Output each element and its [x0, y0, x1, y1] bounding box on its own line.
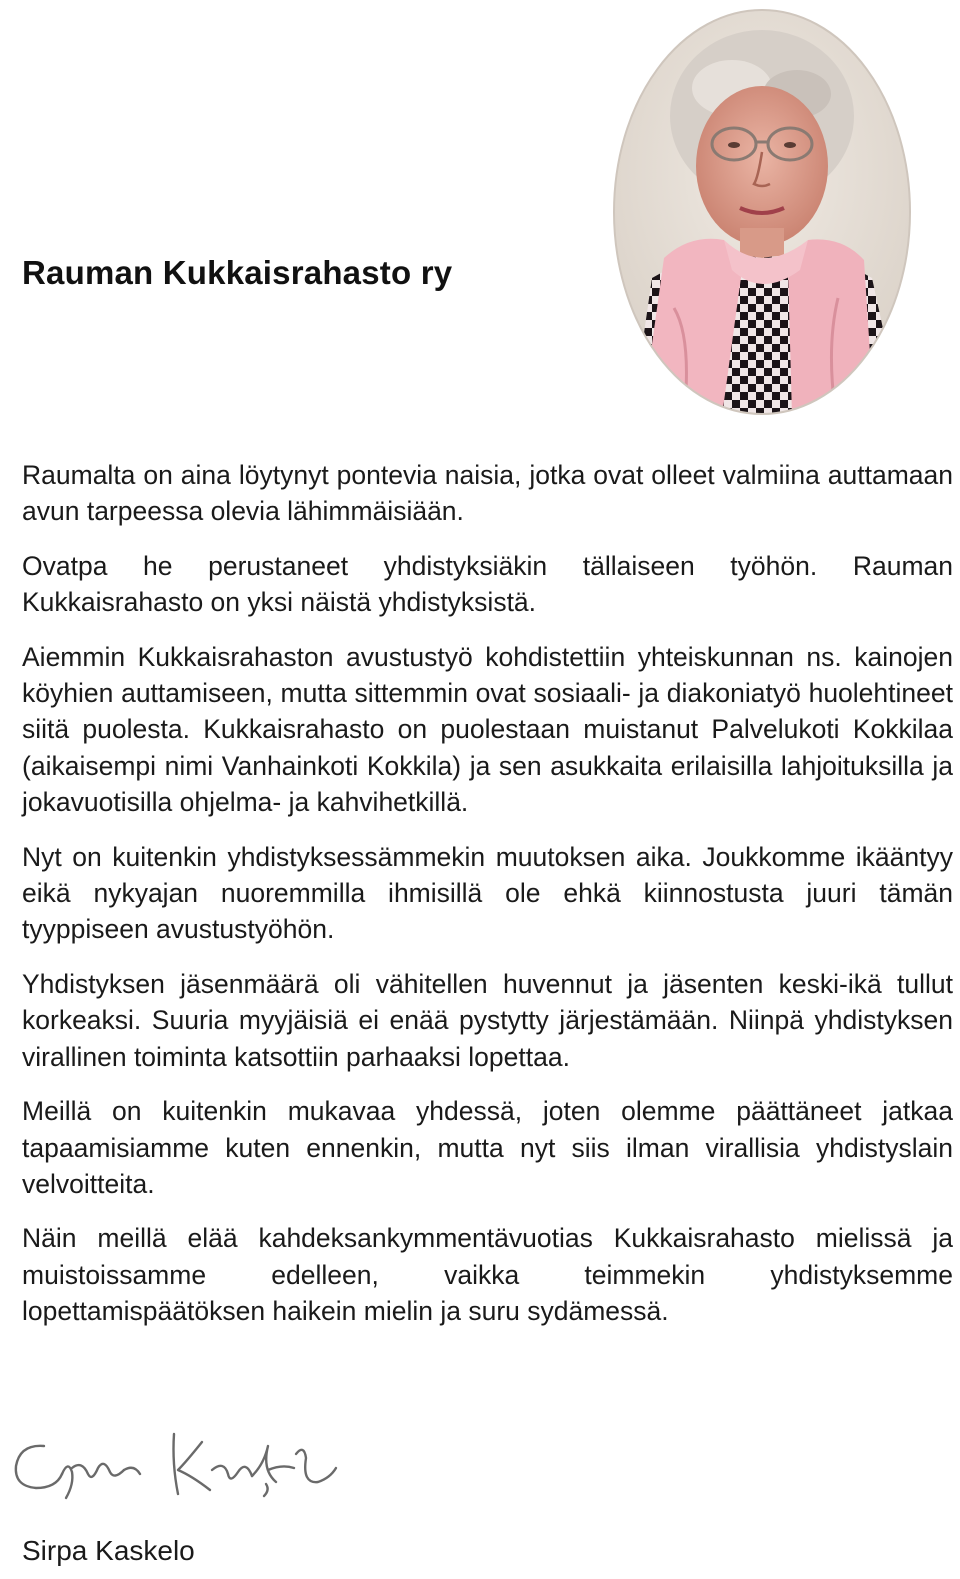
handwritten-signature — [6, 1424, 356, 1524]
paragraph: Nyt on kuitenkin yhdistyksessämmekin muutoksen aika. Joukkomme ikääntyy eikä nykyajan nuoremmilla ihmisillä ole ehkä kiinnostusta juuri tämän tyyppiseen avustustyöhön. — [22, 841, 953, 945]
page-title: Rauman Kukkaisrahasto ry — [22, 254, 453, 291]
signer-name: Sirpa Kaskelo — [22, 1535, 195, 1566]
paragraph: Ovatpa he perustaneet yhdistyksiäkin tällaiseen työhön. Rauman Kukkaisrahasto on yksi näistä yhdistyksistä. — [22, 550, 953, 618]
paragraph: Yhdistyksen jäsenmäärä oli vähitellen huvennut ja jäsenten keski-ikä tullut korkeaksi. Suuria myyjäisiä ei enää pystytty järjestämään. Niinpä yhdistyksen virallinen toiminta katsottiin parhaaksi lopettaa. — [22, 968, 953, 1072]
article-body — [22, 457, 953, 1348]
paragraph: Aiemmin Kukkaisrahaston avustustyö kohdistettiin yhteiskunnan ns. kainojen köyhien auttamiseen, mutta sittemmin ovat sosiaali- ja diakoniatyö huolehtineet siitä puolesta. Kukkaisrahasto on puolestaan muistanut Palvelukoti Kokkilaa (aikaisempi nimi Vanhainkoti Kokkila) ja sen asukkaita erilaisilla lahjoituksilla ja jokavuotisilla ohjelma- ja kahvihetkillä. — [22, 641, 953, 818]
portrait-photo — [612, 8, 912, 416]
paragraph: Näin meillä elää kahdeksankymmentävuotias Kukkaisrahasto mielissä ja muistoissamme edelleen, vaikka teimmekin yhdistyksemme lopettamispäätöksen haikein mielin ja suru sydämessä. — [22, 1223, 953, 1327]
paragraph: Raumalta on aina löytynyt pontevia naisia, jotka ovat olleet valmiina auttamaan avun tarpeessa olevia lähimmäisiään. — [22, 460, 953, 527]
paragraph: Meillä on kuitenkin mukavaa yhdessä, joten olemme päättäneet jatkaa tapaamisiamme kuten ennenkin, mutta nyt siis ilman virallisia yhdistyslain velvoitteita. — [22, 1096, 953, 1199]
